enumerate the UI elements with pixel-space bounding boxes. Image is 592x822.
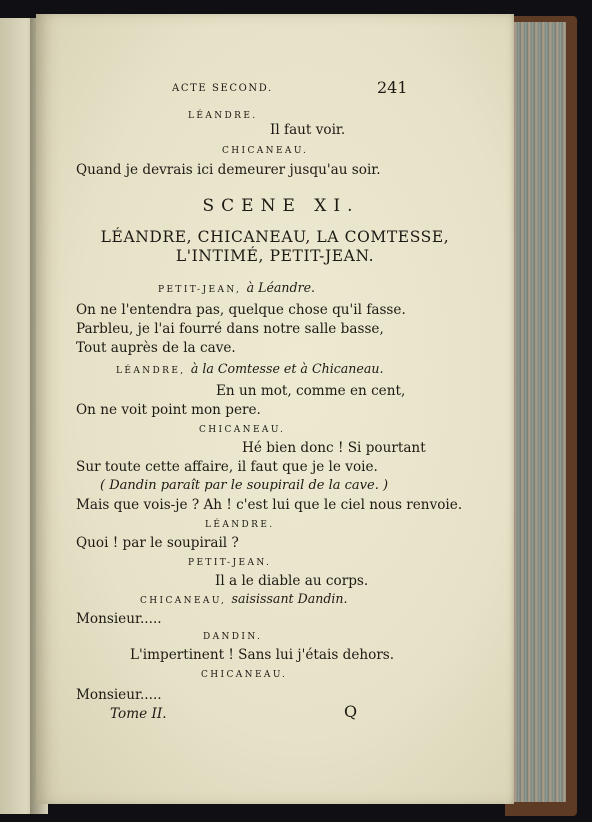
- verse-line: Sur toute cette affaire, il faut que je le voie.: [76, 459, 378, 475]
- verse-line: Parbleu, je l'ai fourré dans notre salle basse,: [76, 321, 384, 337]
- stage-direction: à Léandre.: [246, 280, 316, 295]
- stage-direction: à la Comtesse et à Chicaneau.: [190, 361, 384, 376]
- verse-line: Quoi ! par le soupirail ?: [76, 535, 239, 551]
- verse-line: Tout auprès de la cave.: [76, 340, 236, 356]
- scene-heading: SCENE XI.: [202, 196, 360, 216]
- verse-line: On ne l'entendra pas, quelque chose qu'il fasse.: [76, 302, 406, 318]
- speaker-name: PETIT-JEAN,: [158, 285, 242, 295]
- verse-line: L'impertinent ! Sans lui j'étais dehors.: [130, 647, 395, 663]
- speaker-chicaneau: CHICANEAU.: [199, 425, 286, 435]
- speaker-petit-jean: PETIT-JEAN.: [188, 558, 272, 568]
- speaker-leandre: [116, 363, 383, 377]
- verse-line: Il faut voir.: [270, 122, 346, 138]
- speaker-chicaneau: CHICANEAU.: [222, 146, 309, 156]
- verse-line: Hé bien donc ! Si pourtant: [242, 440, 426, 456]
- page-block-edges: [510, 22, 566, 802]
- scene-cast-line-1: LÉANDRE, CHICANEAU, LA COMTESSE,: [100, 228, 450, 246]
- speaker-dandin: DANDIN.: [203, 632, 263, 642]
- verse-line: Quand je devrais ici demeurer jusqu'au soir.: [76, 162, 381, 178]
- speaker-leandre: LÉANDRE.: [205, 520, 275, 530]
- page-number: 241: [377, 78, 408, 97]
- speaker-name: LÉANDRE,: [116, 366, 186, 376]
- running-title: ACTE SECOND.: [172, 83, 273, 94]
- stage-direction: saisissant Dandin.: [231, 591, 348, 606]
- verse-line: En un mot, comme en cent,: [216, 383, 406, 399]
- speaker-leandre: LÉANDRE.: [188, 111, 258, 121]
- stage-direction: ( Dandin paraît par le soupirail de la cave. ): [100, 478, 389, 493]
- speaker-petit-jean: [158, 282, 315, 296]
- speaker-name: CHICANEAU,: [140, 596, 227, 606]
- verse-line: Monsieur.....: [76, 687, 162, 703]
- verse-line: Monsieur.....: [76, 611, 162, 627]
- gathering-signature: Q: [344, 702, 358, 721]
- verse-line: Mais que vois-je ? Ah ! c'est lui que le ciel nous renvoie.: [76, 497, 463, 513]
- speaker-chicaneau: [140, 593, 348, 607]
- book-page: [36, 14, 514, 804]
- volume-signature: Tome II.: [110, 706, 167, 722]
- verse-line: Il a le diable au corps.: [215, 573, 369, 589]
- scene-cast-line-2: L'INTIMÉ, PETIT-JEAN.: [175, 247, 375, 265]
- verse-line: On ne voit point mon pere.: [76, 402, 261, 418]
- speaker-chicaneau: CHICANEAU.: [201, 670, 288, 680]
